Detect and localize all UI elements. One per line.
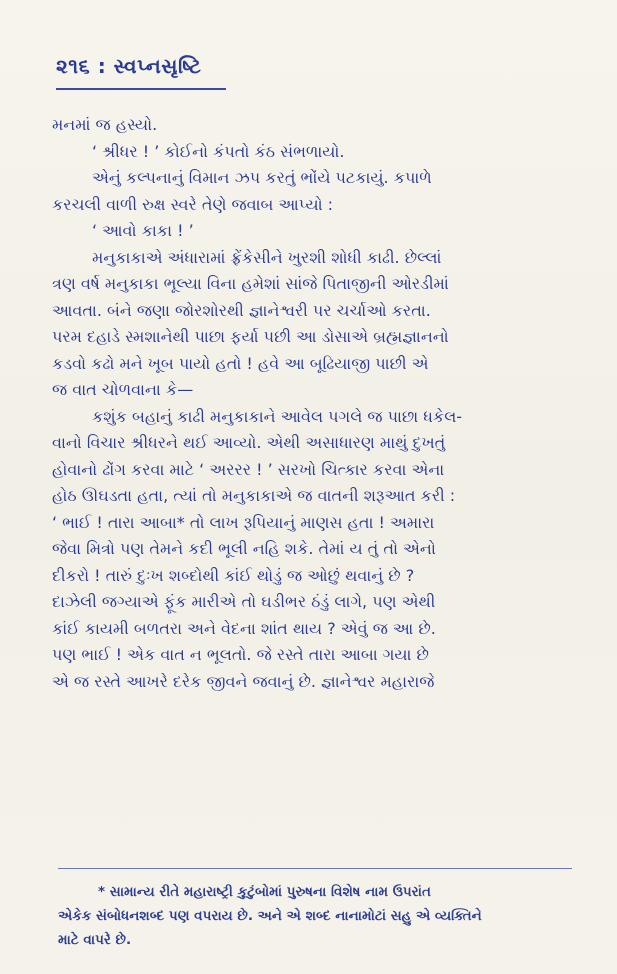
text-line: હોવાનો ઢોંગ કરવા માટે ‘ અરરર ! ’ સરખો ચિત્કાર કરવા એના xyxy=(52,459,445,479)
text-line: જ વાત ચોળવાના કે— xyxy=(52,380,194,399)
text-line: હોઠ ઊઘડતા હતા, ત્યાં તો મનુકાકાએ જ વાતની શરૂઆત કરી : xyxy=(52,486,456,505)
text-line: જેવા મિત્રો પણ તેમને કદી ભૂલી નહિ શકે. તેમાં ય તું તો એનો xyxy=(52,539,436,558)
text-line: કશુંક બહાનું કાઢી મનુકાકાને આવેલ પગલે જ પાછા ધકેલ- xyxy=(92,406,463,426)
footnote-line: માટે વાપરે છે. xyxy=(58,932,132,948)
text-line: ‘ ભાઈ ! તારા આબા* તો લાખ રૂપિયાનું માણસ હતા ! અમારા xyxy=(52,512,435,532)
text-line: ત્રણ વર્ષ મનુકાકા ભૂલ્યા વિના હમેશાં સાંજે પિતાજીની ઓરડીમાં xyxy=(52,274,449,293)
footnote-divider xyxy=(58,868,572,869)
page-header: ૨૧૬ : સ્વપ્નસૃષ્ટિ xyxy=(56,54,202,78)
text-line: ‘ આવો કાકા ! ’ xyxy=(92,221,194,240)
header-underline xyxy=(56,88,226,90)
text-line: મનુકાકાએ અંધારામાં ફ્રેંકેસીને ખુરશી શોધી કાઢી. છેલ્લાં xyxy=(92,247,442,267)
text-line: મનમાં જ હસ્યો. xyxy=(52,115,158,134)
text-line: પરમ દહાડે સ્મશાનેથી પાછા ફર્યા પછી આ ડોસાએ બ્રહ્મજ્ઞાનનો xyxy=(52,327,449,346)
text-line: કરચલી વાળી રુક્ષ સ્વરે તેણે જવાબ આપ્યો : xyxy=(52,194,334,214)
text-line: એનું કલ્પનાનું વિમાન ઝપ કરતું ભોંયે પટકાયું. કપાળે xyxy=(92,168,432,187)
text-line: ‘ શ્રીધર ! ’ કોઈનો કંપતો કંઠ સંભળાયો. xyxy=(92,141,345,161)
body-text xyxy=(52,112,572,695)
footnote-line: એકેક સંબોધનશબ્દ પણ વપરાય છે. અને એ શબ્દ નાનામોટાં સહુ એ વ્યક્તિને xyxy=(58,908,482,924)
footnote-line: * સામાન્ય રીતે મહારાષ્ટ્રી કુટુંબોમાં પુરુષના વિશેષ નામ ઉપરાંત xyxy=(98,884,431,900)
text-line: દાઝેલી જગ્યાએ ફૂંક મારીએ તો ઘડીભર ઠંડું લાગે, પણ એથી xyxy=(52,592,436,611)
text-line: કાંઈ કાયમી બળતરા અને વેદના શાંત થાય ? એવું જ આ છે. xyxy=(52,618,436,638)
text-line: એ જ રસ્તે આખરે દરેક જીવને જવાનું છે. જ્ઞાનેશ્વર મહારાજે xyxy=(52,671,435,691)
footnote xyxy=(58,880,574,952)
text-line: આવતા. બંને જણા જોરશોરથી જ્ઞાનેશ્વરી પર ચર્ચાઓ કરતા. xyxy=(52,300,431,320)
text-line: પણ ભાઈ ! એક વાત ન ભૂલતો. જે રસ્તે તારા આબા ગયા છે xyxy=(52,645,429,664)
text-line: કડવો કઢો મને ખૂબ પાયો હતો ! હવે આ બૂઢિયાજી પાછી એ xyxy=(52,353,429,373)
text-line: દીકરો ! તારું દુઃખ શબ્દોથી કાંઈ થોડું જ ઓછું થવાનું છે ? xyxy=(52,565,415,585)
text-line: વાનો વિચાર શ્રીધરને થઈ આવ્યો. એથી અસાધારણ માથું દુખતું xyxy=(52,433,446,452)
